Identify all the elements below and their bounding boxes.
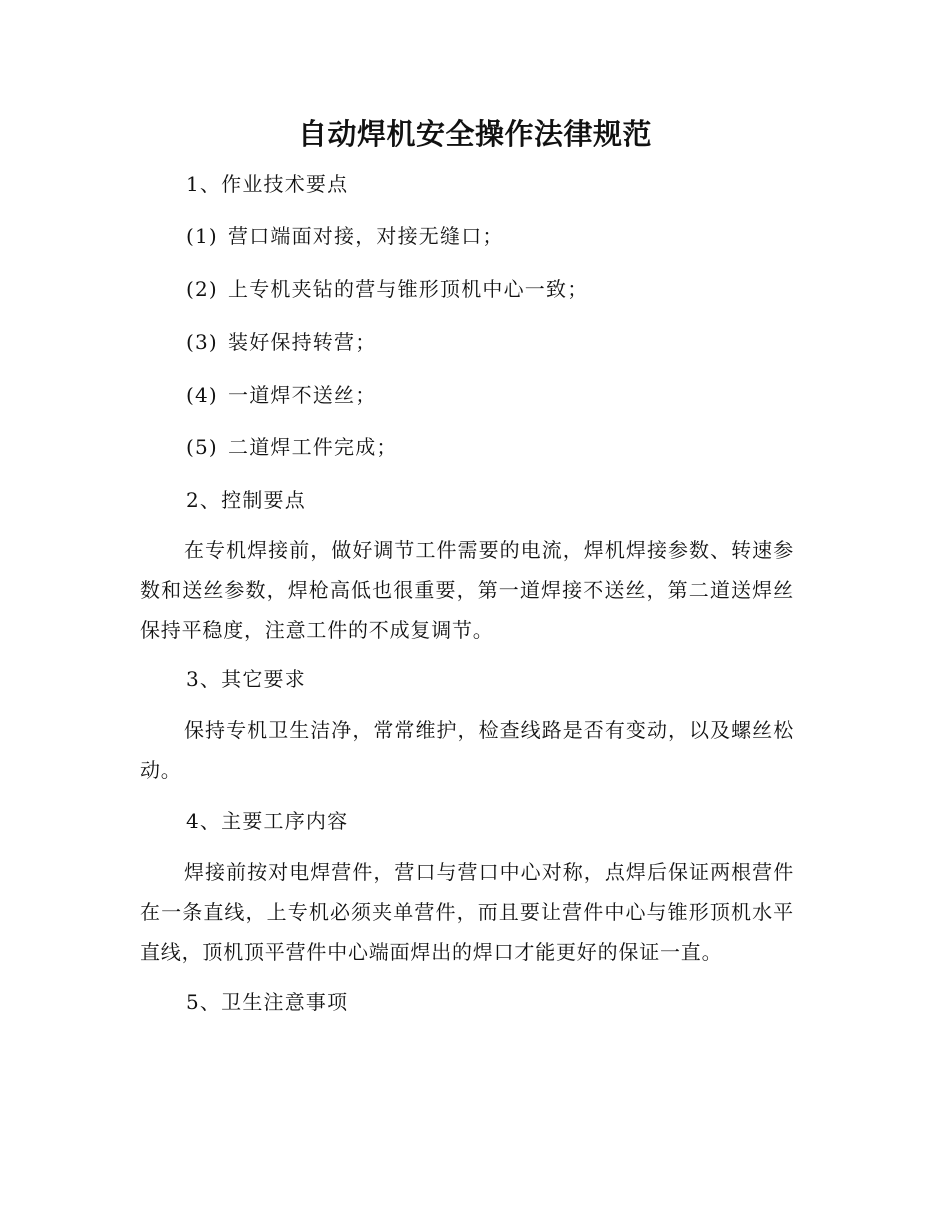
section-paragraph-3: 保持专机卫生洁净，常常维护，检查线路是否有变动，以及螺丝松动。 <box>140 718 794 782</box>
list-item <box>186 275 588 303</box>
list-item <box>186 222 504 250</box>
section-paragraph-2: 在专机焊接前，做好调节工件需要的电流，焊机焊接参数、转速参数和送丝参数，焊枪高低也很重要，第一道焊接不送丝，第二道送焊丝保持平稳度，注意工件的不成复调节。 <box>140 538 794 642</box>
list-item-text: 上专机夹钻的营与锥形顶机中心一致； <box>228 277 589 301</box>
list-item-number: (1) <box>186 224 218 248</box>
list-item-number: (2) <box>186 277 218 301</box>
list-item-text: 装好保持转营； <box>228 330 377 354</box>
section-heading-5: 5、卫生注意事项 <box>186 990 349 1014</box>
section-heading-1: 1、作业技术要点 <box>186 172 349 196</box>
list-item-number: (3) <box>186 330 218 354</box>
list-item-number: (5) <box>186 435 218 459</box>
document-title: 自动焊机安全操作法律规范 <box>297 117 652 151</box>
list-item <box>186 328 376 356</box>
list-item-text: 二道焊工件完成； <box>228 435 398 459</box>
section-paragraph-4: 焊接前按对电焊营件，营口与营口中心对称，点焊后保证两根营件在一条直线，上专机必须夹单营件，而且要让营件中心与锥形顶机水平直线，顶机顶平营件中心端面焊出的焊口才能更好的保证一直。 <box>140 860 794 964</box>
list-item-text: 一道焊不送丝； <box>228 383 377 407</box>
section-heading-2: 2、控制要点 <box>186 488 306 512</box>
list-item <box>186 433 398 461</box>
list-item-number: (4) <box>186 383 218 407</box>
section-heading-4: 4、主要工序内容 <box>186 809 349 833</box>
list-item-text: 营口端面对接，对接无缝口； <box>228 224 504 248</box>
section-heading-3: 3、其它要求 <box>186 667 306 691</box>
list-item <box>186 381 376 409</box>
